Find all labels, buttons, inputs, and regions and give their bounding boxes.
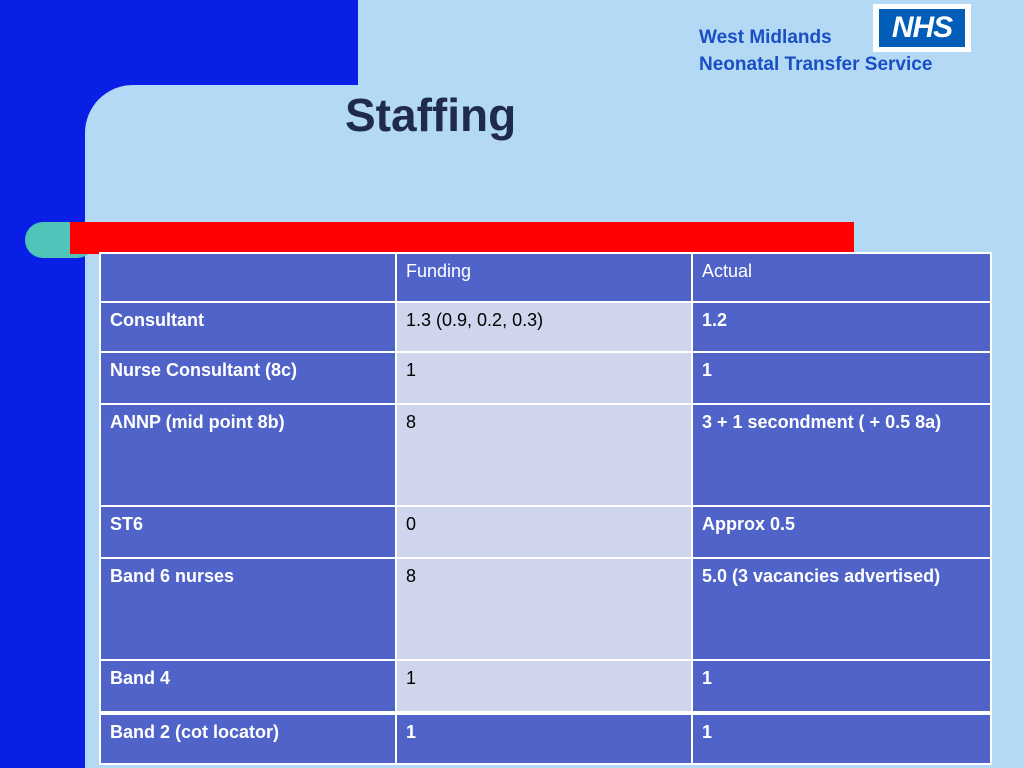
table-header-row bbox=[100, 253, 991, 302]
role-cell: ANNP (mid point 8b) bbox=[100, 404, 396, 506]
funding-cell: 8 bbox=[396, 558, 692, 660]
funding-cell: 1.3 (0.9, 0.2, 0.3) bbox=[396, 302, 692, 352]
table-row bbox=[100, 558, 991, 660]
actual-cell: 5.0 (3 vacancies advertised) bbox=[692, 558, 991, 660]
table-row bbox=[100, 302, 991, 352]
table-row bbox=[100, 506, 991, 558]
actual-cell: 3 + 1 secondment ( + 0.5 8a) bbox=[692, 404, 991, 506]
role-cell: ST6 bbox=[100, 506, 396, 558]
funding-cell: 8 bbox=[396, 404, 692, 506]
role-cell: Band 4 bbox=[100, 660, 396, 713]
table-row bbox=[100, 352, 991, 404]
decor-blue-left-bar bbox=[0, 0, 85, 768]
actual-cell: 1 bbox=[692, 660, 991, 713]
table-row bbox=[100, 713, 991, 764]
role-cell: Consultant bbox=[100, 302, 396, 352]
actual-cell: Approx 0.5 bbox=[692, 506, 991, 558]
staffing-table bbox=[99, 252, 992, 765]
actual-cell: 1 bbox=[692, 352, 991, 404]
funding-cell: 1 bbox=[396, 352, 692, 404]
decor-red-bar bbox=[70, 222, 854, 254]
header-cell-actual: Actual bbox=[692, 253, 991, 302]
role-cell: Band 2 (cot locator) bbox=[100, 713, 396, 764]
table-row bbox=[100, 660, 991, 713]
header-cell-empty bbox=[100, 253, 396, 302]
actual-cell: 1.2 bbox=[692, 302, 991, 352]
header-cell-funding: Funding bbox=[396, 253, 692, 302]
table-row bbox=[100, 404, 991, 506]
actual-cell: 1 bbox=[692, 713, 991, 764]
role-cell: Nurse Consultant (8c) bbox=[100, 352, 396, 404]
funding-cell: 0 bbox=[396, 506, 692, 558]
role-cell: Band 6 nurses bbox=[100, 558, 396, 660]
page-title: Staffing bbox=[345, 89, 517, 141]
brand-line-2-text: Neonatal Transfer Service bbox=[699, 54, 933, 75]
brand-line-1-text: West Midlands bbox=[699, 27, 832, 48]
nhs-logo: NHS bbox=[879, 9, 965, 47]
funding-cell: 1 bbox=[396, 713, 692, 764]
funding-cell: 1 bbox=[396, 660, 692, 713]
nhs-logo-box bbox=[873, 4, 971, 52]
